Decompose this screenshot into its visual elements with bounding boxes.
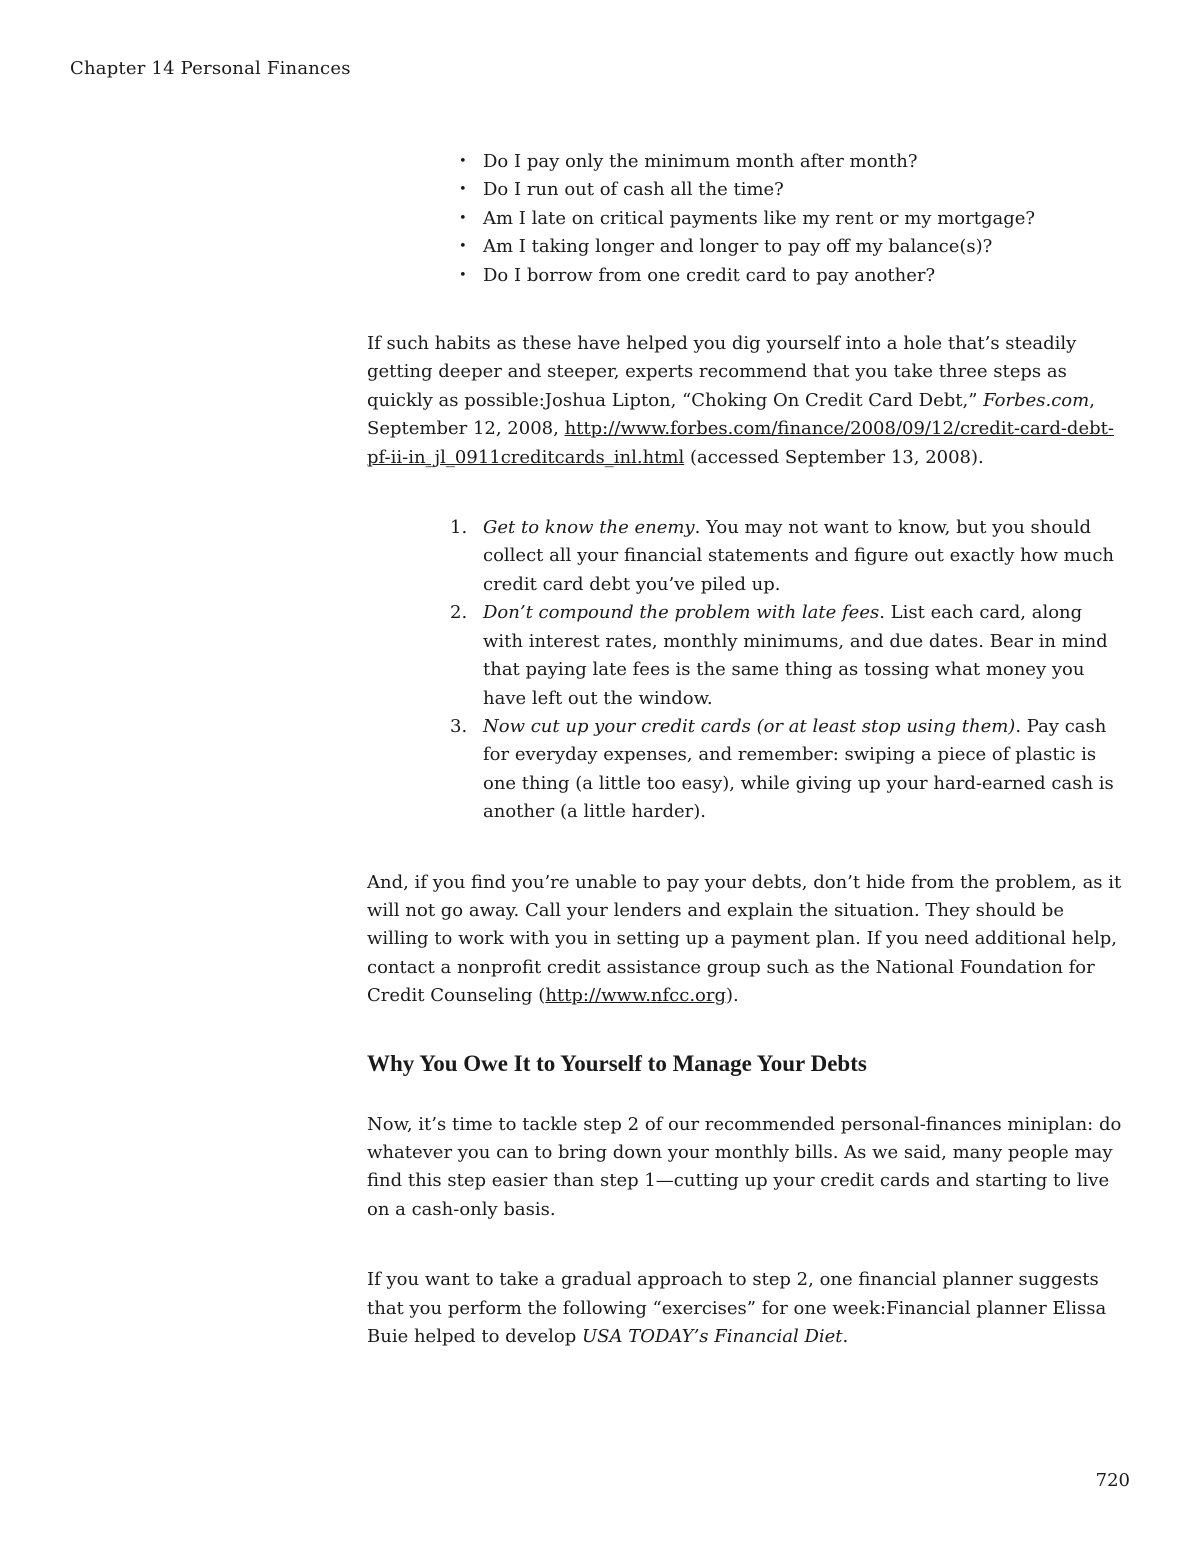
intro-text: If such habits as these have helped you dig yourself into a hole that’s steadily getting deeper and steeper, experts recommend that you take three steps as quickly as possible:Joshua Lipton, “Choking On Credit Card Debt,” [367,333,1077,411]
list-item [457,233,1127,261]
step-number: 2. [450,602,468,624]
steps-list [450,514,1127,826]
source-title: Forbes.com [983,389,1090,411]
list-item [457,148,1127,176]
list-item [457,205,1127,233]
step-title: Now cut up your credit cards (or at least stop using them) [483,715,1016,737]
step-title: Don’t compound the problem with late fees [483,602,880,624]
question-text: Do I run out of cash all the time? [483,179,784,201]
gradual-end: . [842,1326,849,1347]
step2-paragraph: Now, it’s time to tackle step 2 of our recommended personal-finances miniplan: do whatever you can to bring down your monthly bills. As we said, many people may find this step easier than step 1—cutting up your credit cards and starting to live on a cash-only basis. [367,1113,1122,1220]
bullet-icon: • [459,267,467,283]
step-title: Get to know the enemy [483,517,695,539]
step-number: 3. [450,715,468,737]
debts-paragraph [367,869,1127,1011]
question-text: Am I late on critical payments like my rent or my mortgage? [483,207,1036,229]
list-item [457,262,1127,290]
question-text: Am I taking longer and longer to pay off my balance(s)? [483,236,993,258]
question-text: Do I pay only the minimum month after month? [483,151,918,172]
list-item [457,176,1127,204]
question-text: Do I borrow from one credit card to pay another? [483,264,936,286]
page-content [367,148,1127,1351]
nfcc-link[interactable]: http://www.nfcc.org [545,985,727,1007]
step-number: 1. [450,517,468,539]
source-date: , September 12, 2008, [367,389,1095,440]
accessed-date: (accessed September 13, 2008). [684,446,984,468]
gradual-text: If you want to take a gradual approach to step 2, one financial planner suggests that you perform the following “exercises” for one week:Financial planner Elissa Buie helped to develop [367,1269,1107,1347]
chapter-header: Chapter 14 Personal Finances [70,58,351,79]
section-heading: Why You Owe It to Yourself to Manage Your Debts [367,1050,867,1076]
list-item [450,599,1127,713]
list-item [450,514,1127,599]
step-text: . Pay cash for everyday expenses, and remember: swiping a piece of plastic is one thing (a little too easy), while giving up your hard-earned cash is another (a little harder). [483,715,1114,823]
forbes-link[interactable]: http://www.forbes.com/finance/2008/09/12/credit-card-debt-pf-ii-in_jl_0911creditcards_inl.html [367,418,1114,468]
debts-text: And, if you find you’re unable to pay your debts, don’t hide from the problem, as it will not go away. Call your lenders and explain the situation. They should be willing to work with you in setting up a payment plan. If you need additional help, contact a nonprofit credit assistance group such as the National Foundation for Credit Counseling ( [367,871,1122,1007]
gradual-paragraph [367,1266,1127,1351]
step-text: . You may not want to know, but you should collect all your financial statements and figure out exactly how much credit card debt you’ve piled up. [483,517,1115,595]
question-list [457,148,1127,290]
debts-end: ). [726,985,739,1007]
bullet-icon: • [459,239,467,255]
page-number: 720 [1095,1470,1130,1491]
bullet-icon: • [459,182,467,198]
diet-title: USA TODAY’s Financial Diet [582,1326,843,1347]
list-item [450,713,1127,827]
bullet-icon: • [459,210,467,226]
step-text: . List each card, along with interest rates, monthly minimums, and due dates. Bear in mind that paying late fees is the same thing as tossing what money you have left out the window. [483,602,1108,709]
bullet-icon: • [459,154,467,169]
intro-paragraph [367,330,1127,472]
